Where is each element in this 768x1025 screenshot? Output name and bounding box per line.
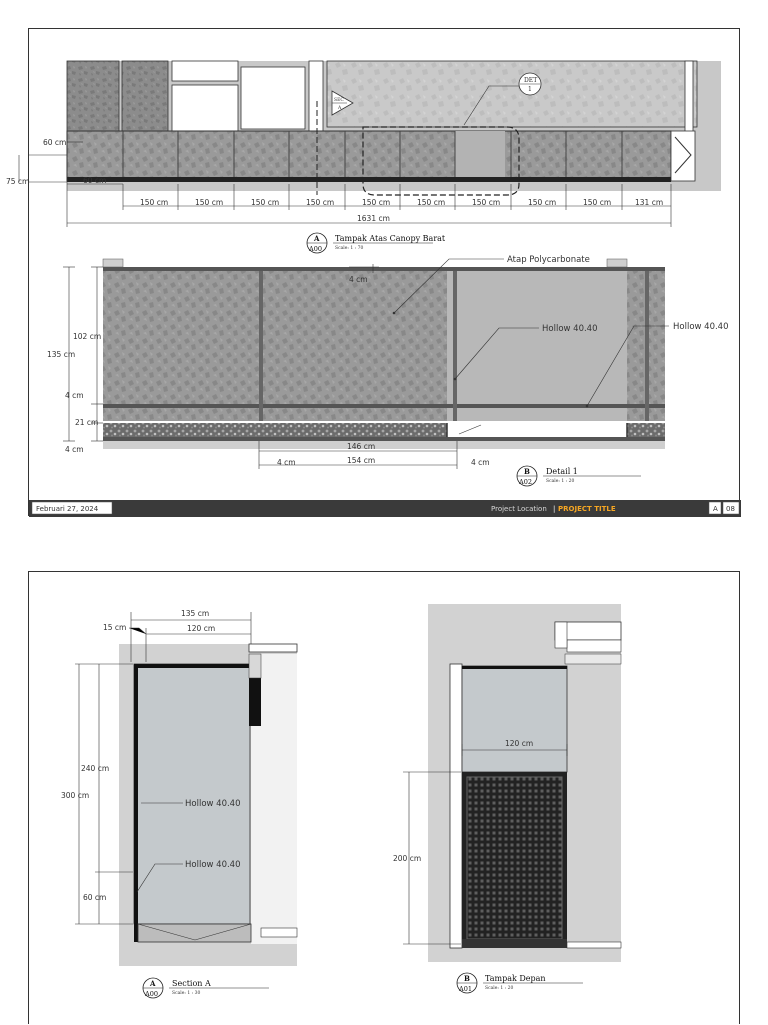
section-a-dim-240cm: 240 cm [81, 764, 110, 773]
title-block-sheet-letter: A [713, 505, 718, 513]
tampak-depan-title [457, 973, 583, 993]
tampak-depan-marker-ref: A01 [459, 985, 472, 993]
dim-seg-6: 150 cm [417, 198, 446, 207]
view-b-marker-letter: B [524, 467, 530, 476]
dim-135cm: 135 cm [47, 350, 76, 359]
view-a-title-text: Tampak Atas Canopy Barat [335, 234, 446, 243]
view-a-marker-ref: A00 [309, 245, 322, 253]
dim-seg-2: 150 cm [195, 198, 224, 207]
dim-154cm: 154 cm [347, 456, 376, 465]
section-a-hollow-2: Hollow 40.40 [185, 860, 241, 870]
tampak-depan-dim-200cm: 200 cm [393, 854, 422, 863]
drawing-sheet-1 [6, 28, 740, 516]
view-b-title-text: Detail 1 [546, 467, 578, 476]
view-a-scale: Scale: 1 : 70 [335, 246, 364, 251]
view-b-detail [103, 259, 669, 449]
tampak-depan-drawing [428, 604, 621, 962]
section-a-dim-15cm: 15 cm [103, 623, 127, 632]
dim-seg-9: 150 cm [583, 198, 612, 207]
view-a-plan [67, 61, 721, 195]
section-a-dim-300cm: 300 cm [61, 791, 90, 800]
dim-seg-3: 150 cm [251, 198, 280, 207]
dim-102cm: 102 cm [73, 332, 102, 341]
section-a-hollow-1: Hollow 40.40 [185, 799, 241, 809]
sec-marker-top: SEC [334, 98, 344, 103]
tampak-depan-dim-120cm: 120 cm [505, 739, 534, 748]
section-a-dim-120cm: 120 cm [187, 624, 216, 633]
section-a-scale: Scale: 1 : 30 [172, 991, 201, 996]
dim-75cm: 75 cm [6, 177, 30, 186]
sheet-1-drawing [6, 29, 741, 517]
label-hollow-2: Hollow 40.40 [673, 322, 729, 332]
drawing-sheet-2 [28, 571, 740, 1024]
dim-4cm-a: 4 cm [65, 391, 84, 400]
sec-marker-bottom: A [338, 106, 342, 111]
section-a-title [143, 978, 269, 998]
dim-seg-1: 150 cm [140, 198, 169, 207]
det-marker-bottom: 1 [528, 86, 532, 93]
det-marker-top: DET [524, 77, 538, 84]
title-block-separator: | [553, 505, 556, 513]
dim-4cm-d: 4 cm [471, 458, 490, 467]
dim-total: 1631 cm [357, 214, 390, 223]
title-block [29, 500, 741, 517]
section-a-title-text: Section A [172, 979, 211, 988]
dim-seg-8: 150 cm [528, 198, 557, 207]
title-block-location: Project Location [491, 505, 547, 513]
dim-seg-5: 150 cm [362, 198, 391, 207]
dim-4cm-c: 4 cm [277, 458, 296, 467]
section-a-dim-60cm: 60 cm [83, 893, 107, 902]
title-block-sheet-number: 08 [726, 505, 735, 513]
title-block-date: Februari 27, 2024 [36, 505, 99, 513]
view-b-marker-ref: A02 [519, 478, 532, 486]
label-hollow-1: Hollow 40.40 [542, 324, 598, 334]
view-a-title [307, 233, 446, 253]
view-b-title [517, 466, 641, 486]
dim-last: 131 cm [635, 198, 664, 207]
dim-4cm-top: 4 cm [349, 275, 368, 284]
tampak-depan-title-text: Tampak Depan [485, 974, 546, 983]
section-a-marker-ref: A00 [145, 990, 158, 998]
section-a-marker-letter: A [150, 979, 156, 988]
tampak-depan-marker-letter: B [464, 974, 470, 983]
dim-21cm: 21 cm [75, 418, 99, 427]
sheet-2-drawing [29, 572, 741, 1025]
view-a-marker-letter: A [314, 234, 320, 243]
tampak-depan-scale: Scale: 1 : 20 [485, 986, 514, 991]
title-block-project-title: PROJECT TITLE [558, 505, 616, 513]
view-b-scale: Scale: 1 : 20 [546, 479, 575, 484]
dim-seg-7: 150 cm [472, 198, 501, 207]
dim-146cm: 146 cm [347, 442, 376, 451]
dim-60cm-a: 60 cm [43, 138, 67, 147]
label-atap-polycarbonate: Atap Polycarbonate [507, 255, 590, 265]
dim-60cm-b: 60 cm [83, 176, 107, 185]
dim-4cm-b: 4 cm [65, 445, 84, 454]
section-a-dim-135cm: 135 cm [181, 609, 210, 618]
dim-seg-4: 150 cm [306, 198, 335, 207]
